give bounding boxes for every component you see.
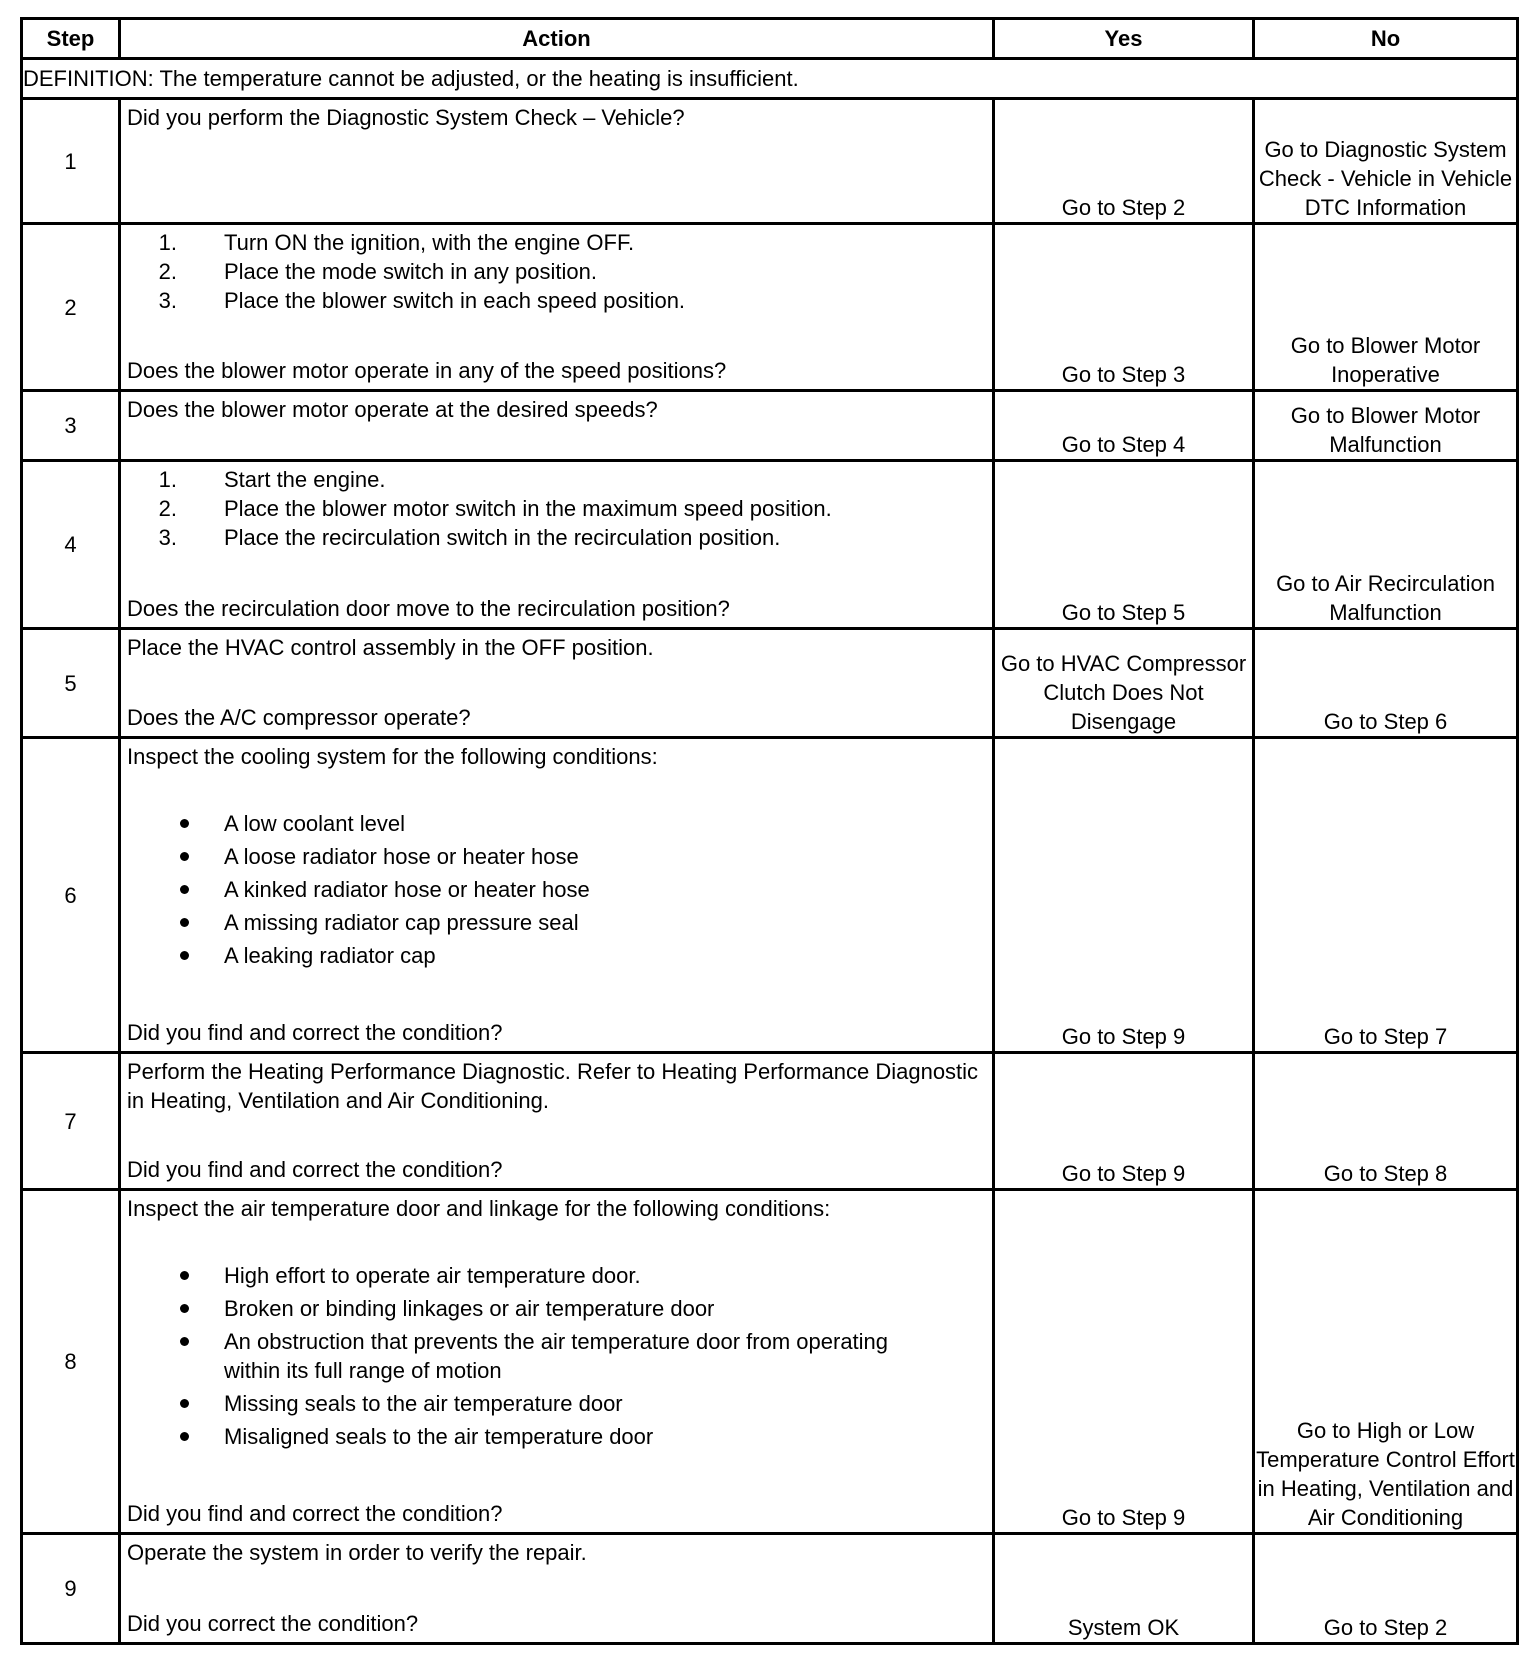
yes-cell: Go to HVAC Compressor Clutch Does Not Disengage [994, 629, 1254, 738]
action-question: Does the A/C compressor operate? [127, 705, 471, 730]
action-intro: Did you perform the Diagnostic System Check – Vehicle? [127, 105, 685, 130]
no-cell: Go to Diagnostic System Check - Vehicle in Vehicle DTC Information [1254, 99, 1518, 224]
yes-cell: Go to Step 2 [994, 99, 1254, 224]
yes-cell: Go to Step 4 [994, 391, 1254, 461]
action-question: Did you find and correct the condition? [127, 1020, 503, 1045]
table-row [22, 1534, 1518, 1644]
list-item: Misaligned seals to the air temperature door [127, 1422, 986, 1451]
action-cell [120, 738, 994, 1053]
step-number: 1 [22, 99, 120, 224]
table-row [22, 1053, 1518, 1190]
table-row [22, 224, 1518, 391]
table-row [22, 99, 1518, 224]
numbered-list [127, 465, 986, 552]
yes-cell: Go to Step 9 [994, 1190, 1254, 1534]
action-cell [120, 461, 994, 629]
action-cell [120, 1190, 994, 1534]
no-cell: Go to High or Low Temperature Control Effort in Heating, Ventilation and Air Conditioning [1254, 1190, 1518, 1534]
action-question: Did you find and correct the condition? [127, 1501, 503, 1526]
header-no: No [1254, 19, 1518, 59]
list-item: A low coolant level [127, 809, 986, 838]
yes-cell: Go to Step 5 [994, 461, 1254, 629]
yes-cell: System OK [994, 1534, 1254, 1644]
step-number: 3 [22, 391, 120, 461]
action-intro: Place the HVAC control assembly in the OFF position. [127, 635, 654, 660]
action-intro: Inspect the cooling system for the following conditions: [127, 744, 658, 769]
numbered-list [127, 228, 986, 315]
list-item: A kinked radiator hose or heater hose [127, 875, 986, 904]
header-step: Step [22, 19, 120, 59]
definition-row [22, 59, 1518, 99]
no-cell: Go to Step 8 [1254, 1053, 1518, 1190]
no-cell: Go to Blower Motor Inoperative [1254, 224, 1518, 391]
action-cell [120, 629, 994, 738]
action-cell [120, 224, 994, 391]
action-cell [120, 391, 994, 461]
list-item: Missing seals to the air temperature door [127, 1389, 986, 1418]
list-item: Broken or binding linkages or air temperature door [127, 1294, 986, 1323]
table-row [22, 738, 1518, 1053]
table-row [22, 629, 1518, 738]
list-item: High effort to operate air temperature door. [127, 1261, 986, 1290]
header-yes: Yes [994, 19, 1254, 59]
list-item: 2. Place the blower motor switch in the maximum speed position. [158, 496, 832, 521]
action-intro: Does the blower motor operate at the desired speeds? [127, 397, 658, 422]
step-number: 6 [22, 738, 120, 1053]
definition-text: DEFINITION: The temperature cannot be adjusted, or the heating is insufficient. [22, 59, 1518, 99]
action-cell [120, 1053, 994, 1190]
list-item: 1. Turn ON the ignition, with the engine OFF. [158, 230, 635, 255]
action-intro: Perform the Heating Performance Diagnostic. Refer to Heating Performance Diagnostic in Heating, Ventilation and Air Conditioning. [127, 1059, 979, 1113]
action-question: Does the recirculation door move to the recirculation position? [127, 596, 730, 621]
list-item: 3. Place the blower switch in each speed position. [158, 288, 686, 313]
action-question: Did you correct the condition? [127, 1611, 419, 1636]
yes-cell: Go to Step 9 [994, 1053, 1254, 1190]
action-question: Does the blower motor operate in any of the speed positions? [127, 358, 727, 383]
table-row [22, 391, 1518, 461]
yes-cell: Go to Step 3 [994, 224, 1254, 391]
step-number: 8 [22, 1190, 120, 1534]
no-cell: Go to Step 6 [1254, 629, 1518, 738]
table-row [22, 461, 1518, 629]
action-intro: Inspect the air temperature door and linkage for the following conditions: [127, 1196, 831, 1221]
step-number: 7 [22, 1053, 120, 1190]
bullet-list [127, 1261, 986, 1451]
header-row [22, 19, 1518, 59]
no-cell: Go to Air Recirculation Malfunction [1254, 461, 1518, 629]
step-number: 9 [22, 1534, 120, 1644]
header-action: Action [120, 19, 994, 59]
action-intro: Operate the system in order to verify the repair. [127, 1540, 587, 1565]
list-item: A loose radiator hose or heater hose [127, 842, 986, 871]
table-row [22, 1190, 1518, 1534]
action-cell [120, 99, 994, 224]
list-item: 3. Place the recirculation switch in the recirculation position. [158, 525, 781, 550]
list-item: 2. Place the mode switch in any position. [158, 259, 597, 284]
bullet-list [127, 809, 986, 970]
list-item: 1. Start the engine. [158, 467, 386, 492]
action-question: Did you find and correct the condition? [127, 1157, 503, 1182]
diagnostic-table [20, 17, 1519, 1645]
step-number: 5 [22, 629, 120, 738]
list-item: An obstruction that prevents the air temperature door from operating within its full range of motion [127, 1327, 986, 1385]
no-cell: Go to Step 2 [1254, 1534, 1518, 1644]
step-number: 4 [22, 461, 120, 629]
list-item: A leaking radiator cap [127, 941, 986, 970]
no-cell: Go to Blower Motor Malfunction [1254, 391, 1518, 461]
yes-cell: Go to Step 9 [994, 738, 1254, 1053]
step-number: 2 [22, 224, 120, 391]
no-cell: Go to Step 7 [1254, 738, 1518, 1053]
action-cell [120, 1534, 994, 1644]
list-item: A missing radiator cap pressure seal [127, 908, 986, 937]
